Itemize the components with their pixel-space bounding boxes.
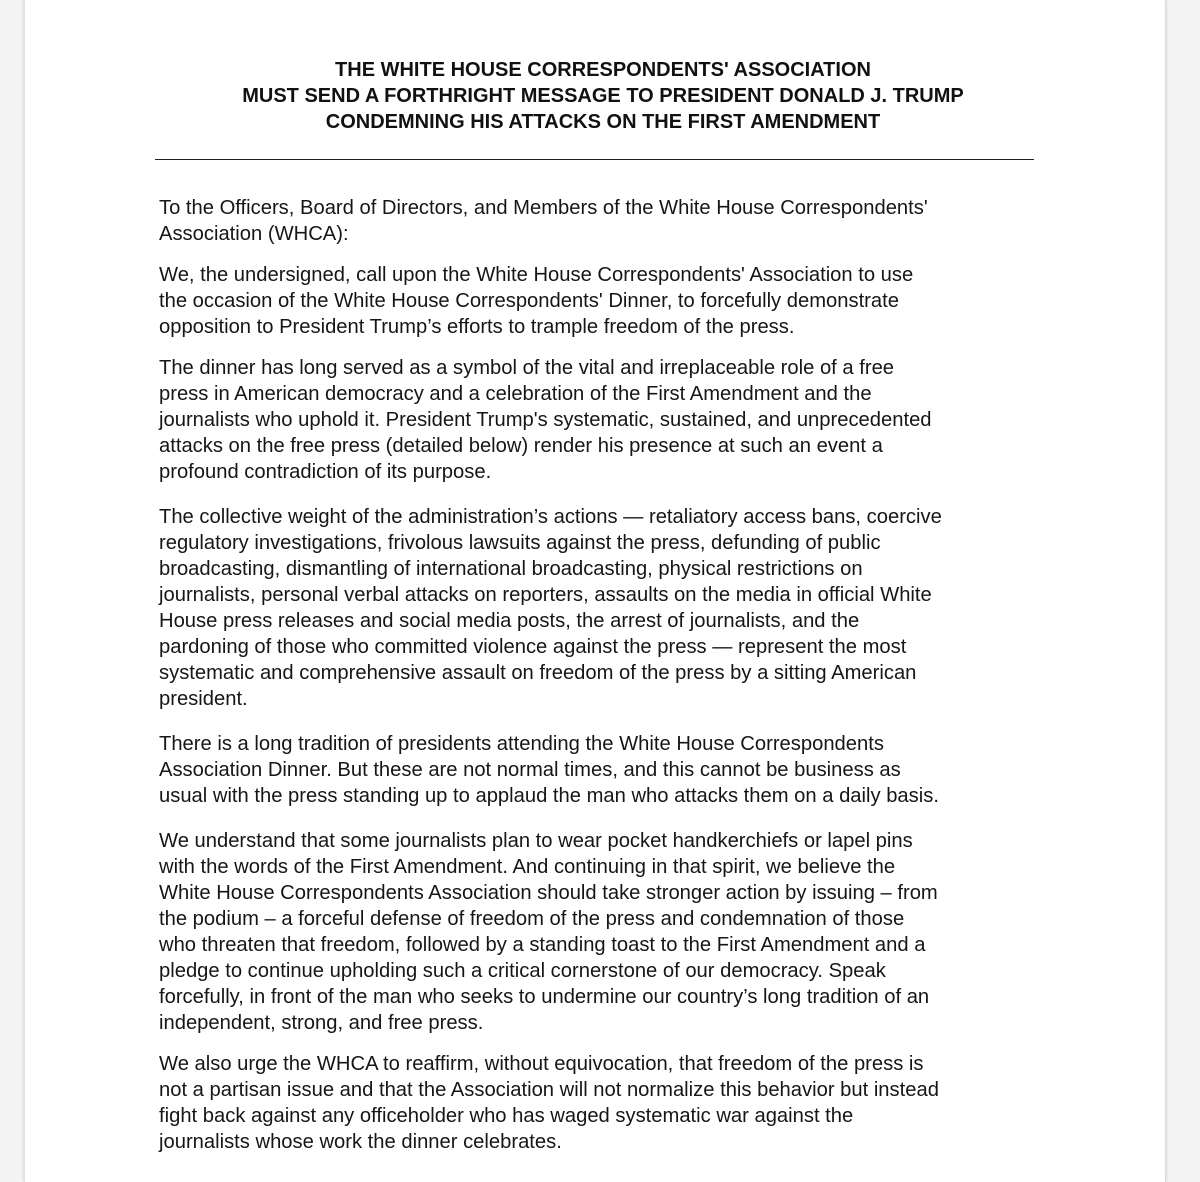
paragraph-line: The collective weight of the administration’s actions — retaliatory access bans, coercive (159, 506, 942, 528)
collective-weight-paragraph (159, 504, 1054, 712)
salutation-paragraph (159, 195, 1054, 247)
paragraph-line: Association Dinner. But these are not normal times, and this cannot be business as (159, 759, 901, 781)
title-line-3: CONDEMNING HIS ATTACKS ON THE FIRST AMENDMENT (325, 111, 881, 133)
paragraph-line: not a partisan issue and that the Association will not normalize this behavior but instead (159, 1079, 939, 1101)
reaffirm-paragraph (159, 1051, 1054, 1155)
paragraph-line: who threaten that freedom, followed by a standing toast to the First Amendment and a (159, 934, 926, 956)
title-line-2: MUST SEND A FORTHRIGHT MESSAGE TO PRESIDENT DONALD J. TRUMP (242, 85, 964, 107)
paragraph-line: profound contradiction of its purpose. (159, 461, 492, 483)
paragraph-line: pardoning of those who committed violence against the press — represent the most (159, 636, 907, 658)
paragraph-line: journalists whose work the dinner celebrates. (159, 1131, 562, 1153)
paragraph-line: the occasion of the White House Correspondents' Dinner, to forcefully demonstrate (159, 290, 899, 312)
paragraph-line: independent, strong, and free press. (159, 1012, 484, 1034)
paragraph-line: systematic and comprehensive assault on freedom of the press by a sitting American (159, 662, 917, 684)
paragraph-line: opposition to President Trump’s efforts to trample freedom of the press. (159, 316, 795, 338)
paragraph-line: forcefully, in front of the man who seeks to undermine our country’s long tradition of an (159, 986, 930, 1008)
paragraph-line: president. (159, 688, 248, 710)
paragraph-line: There is a long tradition of presidents attending the White House Correspondents (159, 733, 884, 755)
title-line-1: THE WHITE HOUSE CORRESPONDENTS' ASSOCIATION (335, 59, 871, 81)
paragraph-line: White House Correspondents Association should take stronger action by issuing – from (159, 882, 938, 904)
paragraph-line: regulatory investigations, frivolous lawsuits against the press, defunding of public (159, 532, 881, 554)
paragraph-line: broadcasting, dismantling of international broadcasting, physical restrictions on (159, 558, 863, 580)
paragraph-line: We, the undersigned, call upon the White House Correspondents' Association to use (159, 264, 914, 286)
title-divider (155, 159, 1034, 160)
paragraph-line: We understand that some journalists plan to wear pocket handkerchiefs or lapel pins (159, 830, 913, 852)
dinner-symbol-paragraph (159, 355, 1054, 485)
document-page (24, 0, 1166, 1182)
paragraph-line: journalists who uphold it. President Trump's systematic, sustained, and unprecedented (159, 409, 932, 431)
paragraph-line: To the Officers, Board of Directors, and Members of the White House Correspondents' (159, 197, 928, 219)
document-title (155, 57, 1051, 135)
paragraph-line: pledge to continue upholding such a critical cornerstone of our democracy. Speak (159, 960, 886, 982)
paragraph-line: The dinner has long served as a symbol of the vital and irreplaceable role of a free (159, 357, 895, 379)
paragraph-line: attacks on the free press (detailed below) render his presence at such an event a (159, 435, 883, 457)
paragraph-line: Association (WHCA): (159, 223, 349, 245)
letter-body (159, 195, 1054, 1155)
call-to-action-paragraph (159, 262, 1054, 340)
paragraph-line: press in American democracy and a celebration of the First Amendment and the (159, 383, 872, 405)
paragraph-line: with the words of the First Amendment. And continuing in that spirit, we believe the (159, 856, 896, 878)
tradition-paragraph (159, 731, 1054, 809)
handkerchiefs-paragraph (159, 828, 1054, 1036)
paragraph-line: fight back against any officeholder who has waged systematic war against the (159, 1105, 854, 1127)
paragraph-line: journalists, personal verbal attacks on reporters, assaults on the media in official White (159, 584, 932, 606)
paragraph-line: We also urge the WHCA to reaffirm, without equivocation, that freedom of the press is (159, 1053, 924, 1075)
paragraph-line: the podium – a forceful defense of freedom of the press and condemnation of those (159, 908, 905, 930)
paragraph-line: House press releases and social media posts, the arrest of journalists, and the (159, 610, 860, 632)
paragraph-line: usual with the press standing up to applaud the man who attacks them on a daily basis. (159, 785, 939, 807)
